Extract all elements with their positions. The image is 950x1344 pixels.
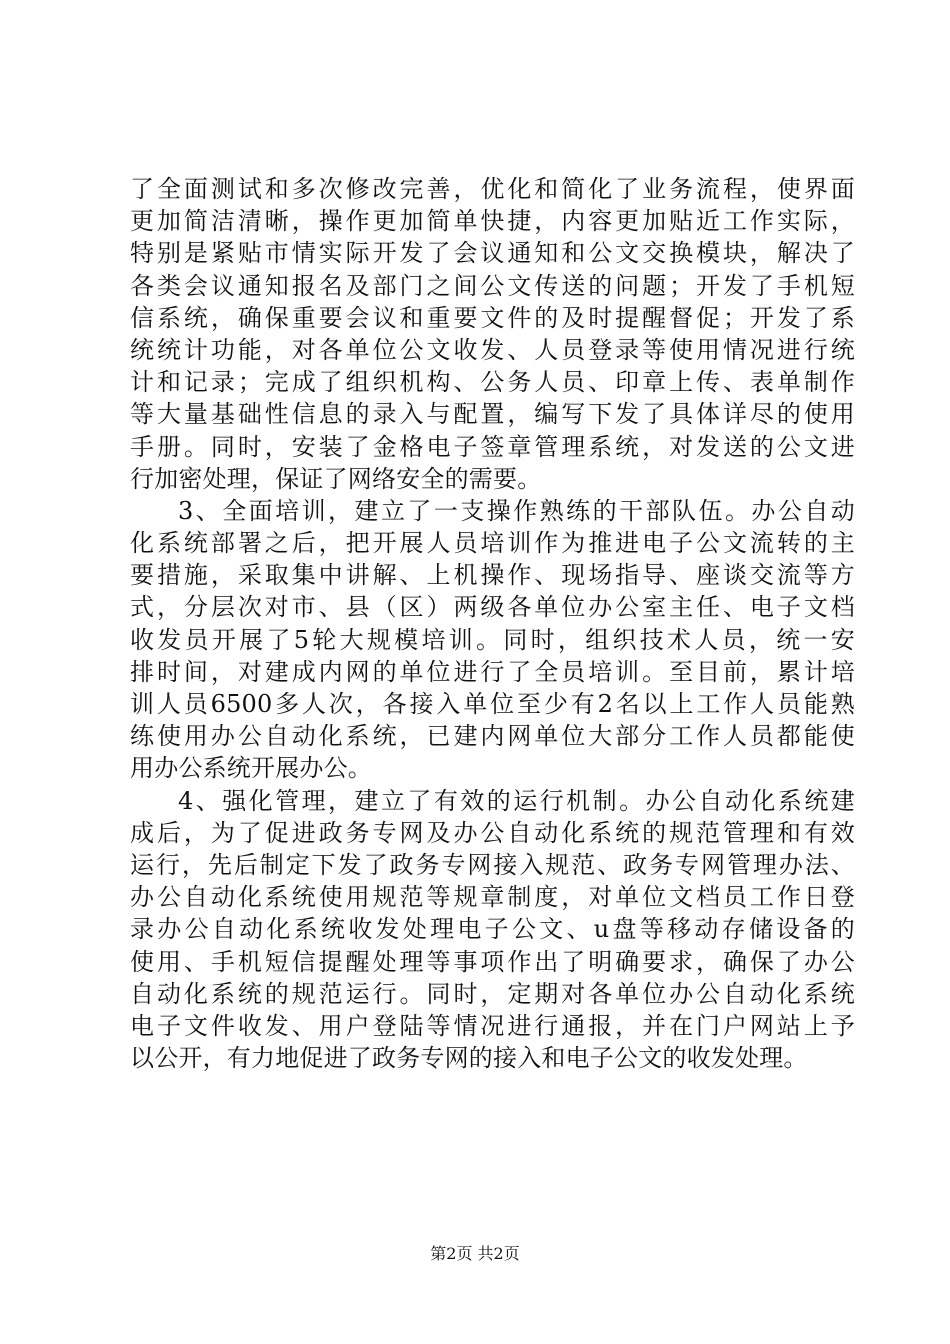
text-line: 等大量基础性信息的录入与配置，编写下发了具体详尽的使用 [130, 400, 855, 429]
text-line: 各类会议通知报名及部门之间公文传送的问题；开发了手机短 [130, 271, 855, 300]
document-body [130, 173, 855, 1074]
paragraph-1 [130, 173, 855, 495]
text-line: 自动化系统的规范运行。同时，定期对各单位办公自动化系统 [130, 979, 855, 1008]
text-line: 训人员6500多人次，各接入单位至少有2名以上工作人员能熟 [130, 690, 855, 718]
text-line: 办公自动化系统使用规范等规章制度，对单位文档员工作日登 [130, 883, 855, 912]
text-line: 录办公自动化系统收发处理电子公文、u盘等移动存储设备的 [130, 915, 855, 944]
text-line: 收发员开展了5轮大规模培训。同时，组织技术人员，统一安 [130, 625, 855, 654]
text-line: 信系统，确保重要会议和重要文件的及时提醒督促；开发了系 [130, 303, 855, 332]
text-line: 计和记录；完成了组织机构、公务人员、印章上传、表单制作 [130, 368, 855, 397]
text-line: 了全面测试和多次修改完善，优化和简化了业务流程，使界面 [130, 175, 855, 203]
text-line: 要措施，采取集中讲解、上机操作、现场指导、座谈交流等方 [130, 561, 855, 590]
text-line: 使用、手机短信提醒处理等事项作出了明确要求，确保了办公 [130, 947, 855, 976]
text-line: 更加简洁清晰，操作更加简单快捷，内容更加贴近工作实际， [130, 207, 855, 236]
text-line: 化系统部署之后，把开展人员培训作为推进电子公文流转的主 [130, 529, 855, 558]
text-line: 电子文件收发、用户登陆等情况进行通报，并在门户网站上予 [130, 1011, 855, 1040]
text-line: 统统计功能，对各单位公文收发、人员登录等使用情况进行统 [130, 335, 855, 364]
text-line: 手册。同时，安装了金格电子签章管理系统，对发送的公文进 [130, 432, 855, 461]
text-line: 成后，为了促进政务专网及办公自动化系统的规范管理和有效 [130, 818, 855, 847]
text-line: 4、强化管理，建立了有效的运行机制。办公自动化系统建 [178, 786, 855, 815]
paragraph-3 [130, 785, 855, 1075]
text-line: 行加密处理，保证了网络安全的需要。 [130, 464, 542, 493]
page-number-footer: 第2页 共2页 [430, 1244, 520, 1263]
text-line: 运行，先后制定下发了政务专网接入规范、政务专网管理办法、 [130, 850, 855, 879]
paragraph-2 [130, 495, 855, 785]
text-line: 以公开，有力地促进了政务专网的接入和电子公文的收发处理。 [130, 1044, 808, 1073]
text-line: 式，分层次对市、县（区）两级各单位办公室主任、电子文档 [130, 593, 855, 622]
text-line: 练使用办公自动化系统，已建内网单位大部分工作人员都能使 [130, 722, 855, 751]
text-line: 排时间，对建成内网的单位进行了全员培训。至目前，累计培 [130, 657, 855, 686]
text-line: 用办公系统开展办公。 [130, 754, 372, 783]
text-line: 3、全面培训，建立了一支操作熟练的干部队伍。办公自动 [178, 496, 855, 525]
text-line: 特别是紧贴市情实际开发了会议通知和公文交换模块，解决了 [130, 239, 855, 268]
